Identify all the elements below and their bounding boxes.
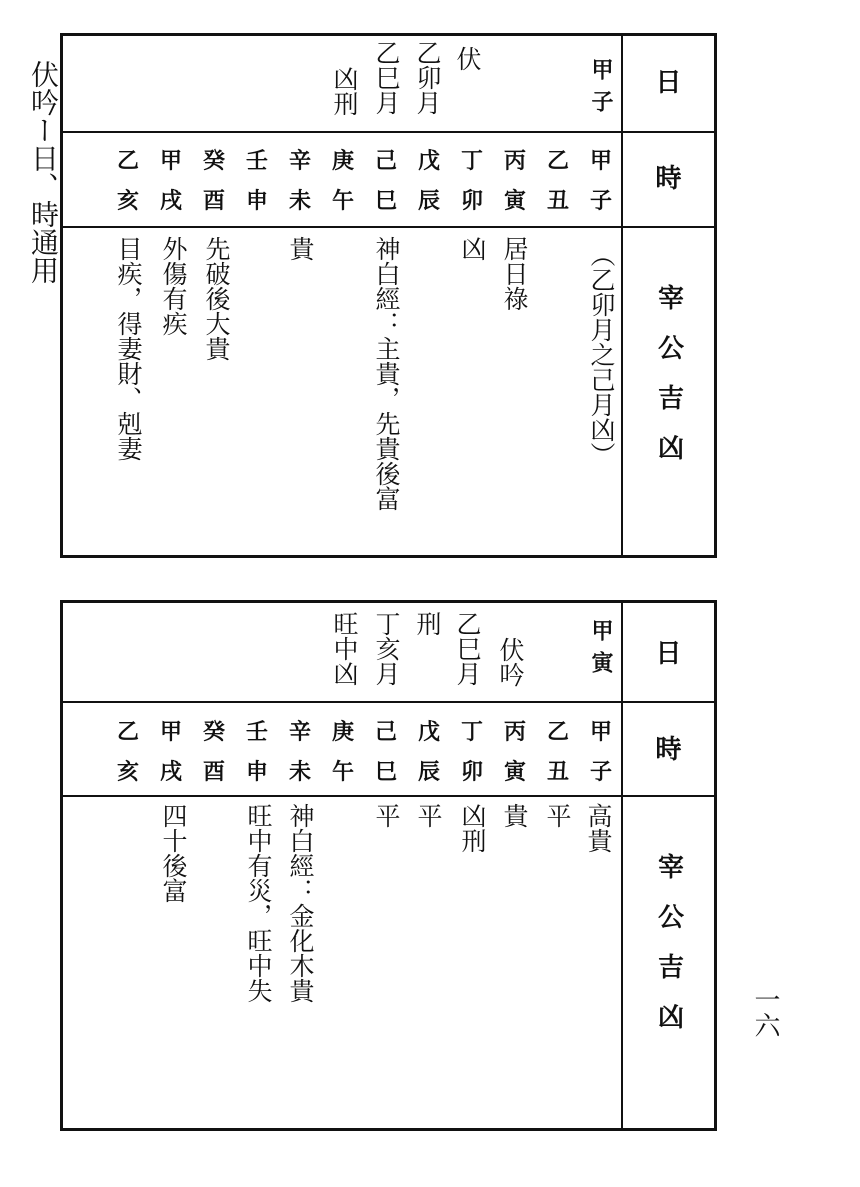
verdict-cell: 四十後富 [159, 803, 188, 903]
time-pair [285, 144, 315, 215]
earthly-branch: 亥 [116, 189, 139, 214]
heavenly-stem: 甲 [589, 720, 612, 745]
earthly-branch: 戌 [159, 760, 182, 785]
day-note: 刑 [413, 611, 442, 636]
earthly-branch: 酉 [202, 189, 225, 214]
table-jiayin [60, 600, 717, 1131]
time-pair [586, 144, 616, 215]
verdict-cell: 神白經：金化木貴 [286, 803, 315, 1003]
time-pair [113, 715, 143, 786]
day-note: 乙巳月 [453, 611, 482, 686]
time-pair [586, 715, 616, 786]
heavenly-stem: 甲 [589, 149, 612, 174]
earthly-branch: 午 [331, 760, 354, 785]
time-pair [242, 715, 272, 786]
side-title: 伏吟ー日、時通用 [27, 60, 60, 284]
earthly-branch: 卯 [460, 189, 483, 214]
verdict-cell: 外傷有疾 [159, 236, 188, 336]
heavenly-stem: 乙 [116, 720, 139, 745]
time-header: 時 [655, 735, 682, 765]
verdict-cell: （乙卯月之己月凶） [587, 242, 616, 467]
verdict-cell: 先破後大貴 [202, 236, 231, 361]
earthly-branch: 申 [245, 189, 268, 214]
time-pair [199, 715, 229, 786]
page-number: 一六 [750, 986, 780, 1038]
day-note: 乙巳月 [372, 40, 401, 115]
heavenly-stem: 丁 [460, 149, 483, 174]
verdict-cell: 凶刑 [458, 803, 487, 853]
verdict-header: 宰公吉凶 [653, 853, 684, 1053]
day-note: 丁亥月 [372, 611, 401, 686]
time-header: 時 [655, 164, 682, 194]
heavenly-stem: 乙 [116, 149, 139, 174]
earthly-branch: 寅 [503, 189, 526, 214]
table-jiazi [60, 33, 717, 558]
heavenly-stem: 己 [374, 720, 397, 745]
earthly-branch: 子 [589, 760, 612, 785]
verdict-cell: 高貴 [584, 803, 613, 853]
header-column [621, 36, 714, 555]
earthly-branch: 寅 [503, 760, 526, 785]
time-pair [543, 144, 573, 215]
time-pair [371, 144, 401, 215]
verdict-cell: 平 [543, 803, 572, 828]
verdict-cell: 居日祿 [500, 236, 529, 311]
heavenly-stem: 辛 [288, 149, 311, 174]
earthly-branch: 未 [288, 189, 311, 214]
heavenly-stem: 癸 [202, 720, 225, 745]
earthly-branch: 未 [288, 760, 311, 785]
heavenly-stem: 乙 [546, 149, 569, 174]
time-pair [328, 715, 358, 786]
verdict-cell: 旺中有災，旺中失 [244, 803, 273, 1003]
earthly-branch: 巳 [374, 760, 397, 785]
heavenly-stem: 壬 [245, 149, 268, 174]
earthly-branch: 亥 [116, 760, 139, 785]
verdict-header: 宰公吉凶 [653, 284, 684, 484]
verdict-cell: 神白經：主貴，先貴後富 [372, 236, 401, 511]
earthly-branch: 卯 [460, 760, 483, 785]
time-pair [242, 144, 272, 215]
day-header: 日 [655, 68, 682, 98]
row-divider [63, 701, 714, 703]
heavenly-stem: 庚 [331, 720, 354, 745]
time-pair [457, 715, 487, 786]
verdict-cell: 凶 [458, 236, 487, 261]
heavenly-stem: 己 [374, 149, 397, 174]
day-note: 伏 [453, 46, 482, 71]
heavenly-stem: 乙 [546, 720, 569, 745]
day-note: 旺中凶 [330, 611, 359, 686]
verdict-cell: 目疾，得妻財、剋妻 [114, 236, 143, 461]
earthly-branch: 戌 [159, 189, 182, 214]
heavenly-stem: 癸 [202, 149, 225, 174]
time-pair [371, 715, 401, 786]
heavenly-stem: 戊 [417, 149, 440, 174]
time-pair [543, 715, 573, 786]
heavenly-stem: 辛 [288, 720, 311, 745]
row-divider [63, 795, 714, 797]
heavenly-stem: 甲 [159, 149, 182, 174]
time-pair [156, 144, 186, 215]
time-pair [414, 144, 444, 215]
time-pair [113, 144, 143, 215]
time-pair [285, 715, 315, 786]
time-pair [328, 144, 358, 215]
day-header: 日 [655, 639, 682, 669]
day-note: 乙卯月 [413, 40, 442, 115]
heavenly-stem: 丙 [503, 720, 526, 745]
time-pair [414, 715, 444, 786]
earthly-branch: 午 [331, 189, 354, 214]
row-divider [63, 131, 714, 133]
day-note: 伏吟 [496, 637, 525, 687]
heavenly-stem: 庚 [331, 149, 354, 174]
time-pair [500, 144, 530, 215]
earthly-branch: 巳 [374, 189, 397, 214]
day-note: 凶刑 [330, 66, 359, 116]
earthly-branch: 丑 [546, 189, 569, 214]
earthly-branch: 辰 [417, 760, 440, 785]
row-divider [63, 226, 714, 228]
verdict-cell: 貴 [500, 803, 529, 828]
verdict-cell: 貴 [286, 236, 315, 261]
earthly-branch: 子 [589, 189, 612, 214]
time-pair [500, 715, 530, 786]
earthly-branch: 申 [245, 760, 268, 785]
earthly-branch: 丑 [546, 760, 569, 785]
time-pair [199, 144, 229, 215]
verdict-cell: 平 [372, 803, 401, 828]
time-pair [156, 715, 186, 786]
earthly-branch: 酉 [202, 760, 225, 785]
heavenly-stem: 丁 [460, 720, 483, 745]
heavenly-stem: 壬 [245, 720, 268, 745]
earthly-branch: 辰 [417, 189, 440, 214]
heavenly-stem: 甲 [159, 720, 182, 745]
heavenly-stem: 丙 [503, 149, 526, 174]
header-column [621, 603, 714, 1128]
time-pair [457, 144, 487, 215]
heavenly-stem: 戊 [417, 720, 440, 745]
verdict-cell: 平 [414, 803, 443, 828]
day-value: 甲寅 [588, 619, 613, 683]
day-value: 甲子 [588, 58, 613, 122]
